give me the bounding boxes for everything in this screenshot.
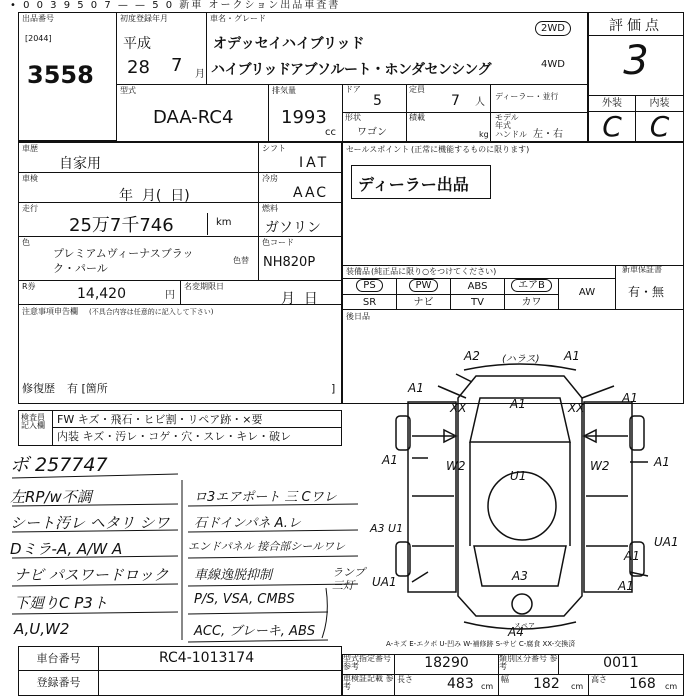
left-side [408,402,456,592]
height-label: 高さ [591,675,607,684]
recycle-label: R券 [22,282,36,291]
loading-cell [407,113,491,143]
mileage-cell [19,203,259,237]
height-value: 168 [629,676,656,692]
year: 28 [127,57,150,78]
color-value: プレミアムヴィーナスブラック・パール [53,247,194,275]
fuel-cell [259,203,341,237]
roof-rails [470,442,570,546]
era: 平成 [123,36,151,52]
mileage-value: 25万7千746 [69,215,174,236]
doors-cell [343,85,407,113]
hw-line-2 [12,504,178,506]
mark-a1-hood: A1 [510,397,526,411]
spare-label: スペア [514,622,535,630]
chassis-label: 車台番号 [19,647,99,671]
type-cert-value: 18290 [395,655,499,675]
inspection-value: 年 月( 日) [119,188,190,204]
hw-left-5: 下廻りC P3ト [14,594,108,612]
shape-value: ワゴン [357,127,387,138]
doors-block [343,85,589,143]
height-cell [589,675,683,695]
mark-a3u1: A3 U1 [370,522,404,535]
selling-label: セールスポイント [346,145,410,154]
model-cell [117,85,269,143]
shift-label: シフト [262,144,286,153]
left-door-lines [412,436,454,546]
equip-leather: カワ [505,294,559,310]
repair-label: 修復歴 [22,382,55,395]
recycle-unit: 円 [165,290,175,301]
model-value: DAA-RC4 [153,107,234,128]
doors-label: ドア [345,85,361,94]
ac-cell [259,173,341,203]
mark-glass: (ハラス) [502,354,540,365]
reg-label: 登録番号 [19,671,99,695]
equip-airbag [505,278,559,294]
first-reg-cell [117,13,207,85]
loading-label: 積載 [409,113,425,122]
capacity-label: 定員 [409,85,425,94]
legend-row1: FW キズ・飛石・ヒビ割・リペア跡・×要 [53,411,341,428]
history-value: 自家用 [59,156,101,172]
exterior-label: 外装 [589,95,636,111]
hw-left-2: シート汚レ ヘタリ シワ [10,514,170,532]
type-cert-label: 型式指定番号 参考 [343,655,395,675]
width-value: 182 [533,676,560,692]
equip-navi: ナビ [397,294,451,310]
color-code-cell [259,237,341,281]
hw-right-0: ロ3エアポート 三 Cワレ [194,490,337,505]
hw-line-r2 [188,530,358,532]
hw-left-4: ナビ パスワードロック [14,566,169,584]
hw-line-r3 [188,556,358,558]
mark-w2-r: W2 [590,459,610,473]
hw-right-3: 車線逸脱抑制 [194,568,273,583]
model-year-cell [491,113,589,143]
handle-value: 左・右 [533,129,563,140]
hw-lamp: ランプ 三灯 [332,566,365,593]
doors-value: 5 [373,93,382,109]
equip-tv: TV [451,294,505,310]
width-label: 幅 [501,675,509,684]
inspection-label: 車検 [22,174,38,183]
loading-unit: kg [479,130,489,139]
lot-small: [2044] [25,34,52,43]
interior-value: C [636,111,683,141]
mark-a1-l: A1 [382,453,398,467]
hw-line-1 [12,474,178,478]
name-change-label: 名変期限日 [184,282,224,291]
top-strip: • 0 0 3 9 5 0 7 — — 5 0 新車 オークション出品車査書 [10,0,341,10]
grades-block [588,12,684,142]
selling-small: (正常に機能するものに限ります) [411,145,530,154]
shift-value: IAT [299,155,330,171]
shape-label: 形状 [345,113,361,122]
equip-ps-label: PS [356,279,382,292]
length-cell [395,675,499,695]
top-info-block [18,12,588,142]
length-unit: cm [481,682,494,691]
mark-a3: A3 [512,569,528,583]
equip-ps [343,278,397,294]
hw-line-r5 [188,612,328,614]
lot-label: 出品番号 [22,14,54,23]
inspection-cell [19,173,259,203]
equip-pw [397,278,451,294]
month: 7 [171,55,183,76]
car-name-cell [207,13,589,85]
leader-lines [412,374,648,582]
mark-xx-l: XX [450,401,467,415]
car-name-line1: オデッセイハイブリッド [213,36,365,52]
name-change-cell [181,281,341,305]
fuel-label: 燃料 [262,204,278,213]
color-change-label: 色替 [233,256,249,265]
hw-underlines [8,448,368,648]
hw-right-5: ACC, ブレーキ, ABS [194,624,316,639]
equip-pw-label: PW [409,279,439,292]
details-block [18,142,342,404]
mark-a1-rr: A1 [618,579,634,593]
hw-line-r6 [188,640,328,642]
drive-2wd: 2WD [535,21,571,36]
hw-left-3: Dミラ-A, A/W A [10,540,123,558]
mark-a1-fl: A1 [408,381,424,395]
equipment-small: (純正品に限り○をつけてください) [371,267,497,276]
lot-cell [19,13,117,141]
footer-left [18,646,342,696]
car-diagram [368,346,688,648]
displacement-cell [269,85,343,143]
equipment-grid [343,278,615,310]
mark-w2-l: W2 [446,459,466,473]
hw-line-5 [12,584,178,586]
displacement-unit: cc [325,127,336,138]
notes-cell [19,305,341,403]
month-unit: 月 [195,69,205,80]
capacity-value: 7 [451,93,460,109]
color-code-label: 色コード [262,238,294,247]
equip-sr: SR [343,294,397,310]
hw-right-1: 石ドインパネ A.レ [194,516,301,531]
history-label: 車歴 [22,144,38,153]
equipment-cell [343,265,683,309]
drive-4wd: 4WD [541,59,565,70]
model-year-label: モデル年式 [495,113,519,131]
hw-left-1: 左RP/w不調 [10,488,92,506]
mark-ua1-r: UA1 [654,535,679,549]
spare-wheel [512,594,532,614]
model-label: 型式 [120,86,136,95]
class-value: 0011 [559,655,683,675]
footer-right [342,654,684,696]
width-cell [499,675,589,695]
damage-legend: A-キズ E-エクボ U-凹み W-補修跡 S-サビ C-腐食 XX-交換済 [386,640,576,648]
legend-row2: 内装 キズ・汚レ・コゲ・穴・スレ・キレ・破レ [57,430,292,443]
mark-a1-r: A1 [654,455,670,469]
displacement-value: 1993 [281,107,327,128]
warranty-label: 新車保証書 [615,266,683,278]
hw-right-4: P/S, VSA, CMBS [194,592,295,607]
hw-left-6: A,U,W2 [14,620,70,638]
capacity-unit: 人 [475,97,485,108]
inspector-label: 検査員記入欄 [19,411,53,445]
eval-label: 評価点 [609,18,663,34]
equipment-label: 装備品 [346,267,370,276]
color-cell [19,237,259,281]
mark-ua1-l: UA1 [372,575,397,589]
hw-line-3 [12,530,178,532]
car-name-line2: ハイブリッドアブソルート・ホンダセンシング [211,62,491,78]
selling-point-cell [343,143,683,265]
shape-cell [343,113,407,143]
mark-u1-roof: U1 [510,469,527,483]
hw-bracket [322,588,327,638]
right-door-lines [586,436,628,546]
mark-a1-fr: A1 [622,391,638,405]
ac-value: AAC [293,185,329,201]
selling-value: ディーラー出品 [351,165,491,199]
mark-a1-top: A1 [564,349,580,363]
equip-airbag-label: エアB [511,279,552,292]
inspector-legend [18,410,342,446]
rear-label: 後日品 [346,312,370,321]
lot-number: 3558 [27,61,94,89]
width-unit: cm [571,682,584,691]
history-cell [19,143,259,173]
warranty-value: 有・無 [615,278,683,310]
fuel-value: ガソリン [265,220,321,236]
hw-right-2: エンドパネル 接合部シールワレ [188,540,346,553]
equip-aw: AW [559,278,615,310]
mark-a2: A2 [464,349,480,363]
class-label: 類別区分番号 参考 [499,655,559,675]
dealer-cell [491,85,589,113]
hw-line-r1 [188,504,358,506]
mileage-unit: km [207,213,257,235]
shift-cell [259,143,341,173]
car-name-label: 車名・グレード [210,14,266,23]
repair-value: 有 [箇所 [67,382,108,395]
eval-cell [589,35,683,95]
height-unit: cm [665,682,678,691]
dims-label: 車検証記載 参考 [343,675,395,695]
handle-label: ハンドル [495,130,527,139]
length-label: 長さ [397,675,413,684]
right-side [584,402,632,592]
hw-left-0: ボ 257747 [10,454,108,476]
hw-line-6 [12,612,178,614]
handwritten-notes [8,448,368,648]
displacement-label: 排気量 [272,86,296,95]
recycle-value: 14,420 [77,286,126,302]
recycle-cell [19,281,181,305]
ac-label: 冷房 [262,174,278,183]
hw-line-4 [12,556,178,558]
mark-a4: A4 [508,625,524,639]
dealer-label: ディーラー・並行 [495,92,559,101]
mileage-label: 走行 [22,204,38,213]
color-code-value: NH820P [263,255,316,270]
eval-value: 3 [623,38,649,84]
notes-small: (不具合内容は任意的に記入して下さい) [89,308,214,316]
equip-abs: ABS [451,278,505,294]
hw-line-r4 [188,584,358,586]
first-reg-label: 初度登録年月 [120,14,168,23]
repair-end: ] [331,382,336,395]
length-value: 483 [447,676,474,692]
capacity-cell [407,85,491,113]
mark-a1-rl: A1 [624,549,640,563]
interior-label: 内装 [636,95,683,111]
exterior-value: C [589,111,636,141]
chassis-value: RC4-1013174 [99,647,341,671]
notes-label: 注意事項申告欄 [22,307,78,316]
color-label: 色 [22,238,30,247]
name-change-value: 月 日 [281,291,318,307]
mark-xx-r: XX [568,401,585,415]
